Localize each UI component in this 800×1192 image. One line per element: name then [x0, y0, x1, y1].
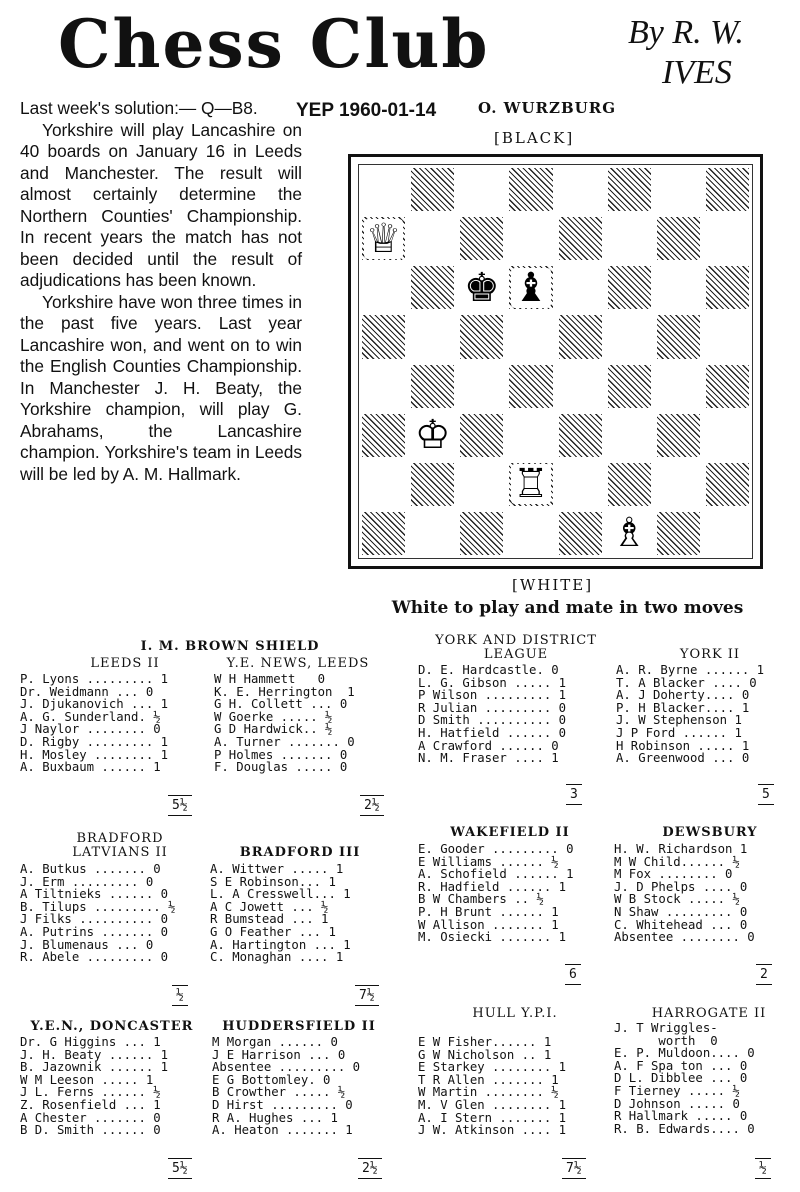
player-row: B Crowther ..... ½ [212, 1085, 346, 1100]
player-row: M Fox ........ 0 [614, 867, 733, 882]
square-a7 [359, 214, 408, 263]
player-row: L. A Cresswell... 1 [210, 887, 351, 902]
player-row: A. Buxbaum ...... 1 [20, 760, 161, 775]
square-f5 [605, 312, 654, 361]
byline: By R. W. [628, 14, 744, 51]
square-c5 [457, 312, 506, 361]
player-row: A. Greenwood ... 0 [616, 751, 750, 766]
square-f4 [605, 362, 654, 411]
square-d7 [506, 214, 555, 263]
player-row: D. Rigby ......... 1 [20, 734, 169, 749]
player-row: J. Djukanovich ... 1 [20, 697, 169, 712]
player-row: C. Whitehead ... 0 [614, 917, 748, 932]
square-a1 [359, 509, 408, 558]
square-f3 [605, 411, 654, 460]
player-row: W Allison ....... 1 [418, 917, 559, 932]
square-d1 [506, 509, 555, 558]
player-row: E Williams ...... ½ [418, 854, 559, 869]
square-c3 [457, 411, 506, 460]
player-row: R Julian ......... 0 [418, 700, 567, 715]
player-row: E W Fisher...... 1 [418, 1035, 552, 1049]
black-bishop-icon: ♝ [513, 264, 549, 311]
team-b-list [212, 1036, 360, 1137]
player-row: A. Hartington ... 1 [210, 937, 351, 952]
player-row: Absentee ........ 0 [614, 930, 755, 945]
team-b-name: HUDDERSFIELD II [222, 1019, 376, 1034]
player-row: worth 0 [614, 1033, 718, 1048]
team-b-name: DEWSBURY [662, 825, 758, 840]
player-row: J Naylor ........ 0 [20, 722, 161, 737]
date-stamp: YEP 1960-01-14 [296, 100, 437, 121]
square-g6 [654, 263, 703, 312]
square-b5 [408, 312, 457, 361]
total-a: 6 [565, 964, 581, 985]
square-d8 [506, 165, 555, 214]
player-row: A Tiltnieks ...... 0 [20, 887, 169, 902]
team-a-name: WAKEFIELD II [450, 825, 570, 840]
team-a-list [20, 863, 175, 964]
square-a3 [359, 411, 408, 460]
square-c1 [457, 509, 506, 558]
square-h6 [703, 263, 752, 312]
total-b: ½ [755, 1158, 771, 1179]
player-row: N. M. Fraser .... 1 [418, 751, 559, 766]
player-row: A C Jowett ... ½ [210, 899, 329, 914]
player-row: W M Leeson ..... 1 [20, 1072, 154, 1087]
square-h3 [703, 411, 752, 460]
square-e5 [556, 312, 605, 361]
table-heading: I. M. BROWN SHIELD [140, 639, 320, 654]
white-bishop-icon: ♗ [611, 510, 648, 557]
player-row: J E Harrison ... 0 [212, 1047, 346, 1062]
player-row: J Filks .......... 0 [20, 912, 169, 927]
player-row: M W Child...... ½ [614, 854, 740, 869]
total-b: 7½ [355, 985, 379, 1006]
player-row: N Shaw ......... 0 [614, 904, 748, 919]
team-b-list [210, 863, 351, 964]
square-g8 [654, 165, 703, 214]
player-row: M. Osiecki ....... 1 [418, 930, 567, 945]
square-a2 [359, 460, 408, 509]
player-row: P Holmes ....... 0 [214, 747, 348, 762]
total-a: 5½ [168, 795, 192, 816]
article-paragraph: Yorkshire have won three times in the past five years. Last year Lancashire won, and went on to win the English Counties Championship. In Manchester J. H. Beaty, the Yorkshire champion, will play G. Abrahams, the Lancashire champion. Yorkshire's team in Leeds will be led by A. M. Hallmark. [20, 291, 302, 484]
square-h7 [703, 214, 752, 263]
player-row: A. F Spa ton ... 0 [614, 1058, 748, 1073]
team-a-list [418, 664, 566, 765]
player-row: D. E. Hardcastle. 0 [418, 663, 559, 677]
white-queen-icon: ♕ [365, 215, 402, 262]
player-row: Dr. Weidmann ... 0 [20, 684, 154, 699]
player-row: Absentee ......... 0 [212, 1060, 361, 1075]
player-row: B. Jazownik ...... 1 [20, 1060, 169, 1075]
board-grid [358, 164, 753, 559]
player-row: M Morgan ...... 0 [212, 1035, 338, 1049]
player-row: A. Heaton ....... 1 [212, 1123, 353, 1138]
black-king-icon: ♚ [463, 264, 500, 311]
square-e8 [556, 165, 605, 214]
square-b1 [408, 509, 457, 558]
player-row: R Hallmark ..... 0 [614, 1109, 748, 1124]
total-b: 2½ [358, 1158, 382, 1179]
player-row: P. H Brunt ...... 1 [418, 904, 559, 919]
player-row: H. W. Richardson 1 [614, 842, 748, 856]
square-e3 [556, 411, 605, 460]
square-h1 [703, 509, 752, 558]
last-week-solution: Last week's solution:— Q—B8. [20, 98, 258, 118]
player-row: B D. Smith ...... 0 [20, 1123, 161, 1138]
player-row: M. V Glen ........ 1 [418, 1097, 567, 1112]
player-row: R. Hadfield ...... 1 [418, 879, 567, 894]
total-a: 3 [566, 784, 582, 805]
byline-name: IVES [662, 54, 732, 91]
square-c4 [457, 362, 506, 411]
player-row: R A. Hughes ... 1 [212, 1110, 338, 1125]
player-row: W Goerke ..... ½ [214, 709, 333, 724]
player-row: E G Bottomley. 0 [212, 1072, 331, 1087]
player-row: A. Turner ....... 0 [214, 734, 355, 749]
team-b-name: HARROGATE II [651, 1006, 767, 1021]
square-a4 [359, 362, 408, 411]
player-row: D Smith .......... 0 [418, 713, 567, 728]
team-b-list [614, 1022, 755, 1135]
square-e6 [556, 263, 605, 312]
player-row: E. P. Muldoon.... 0 [614, 1046, 755, 1061]
square-h2 [703, 460, 752, 509]
player-row: F. Douglas ..... 0 [214, 760, 348, 775]
player-row: G O Feather ... 1 [210, 924, 336, 939]
square-g3 [654, 411, 703, 460]
player-row: A. Putrins ....... 0 [20, 924, 169, 939]
player-row: H. Mosley ........ 1 [20, 747, 169, 762]
square-g7 [654, 214, 703, 263]
total-a: 5½ [168, 1158, 192, 1179]
player-row: R. B. Edwards.... 0 [614, 1121, 755, 1136]
square-b7 [408, 214, 457, 263]
player-row: G D Hardwick.. ½ [214, 722, 333, 737]
player-row: J. D Phelps .... 0 [614, 879, 748, 894]
player-row: A. Wittwer ..... 1 [210, 862, 344, 876]
player-row: H. Hatfield ...... 0 [418, 725, 567, 740]
square-e1 [556, 509, 605, 558]
square-c2 [457, 460, 506, 509]
square-e7 [556, 214, 605, 263]
square-a8 [359, 165, 408, 214]
player-row: P. Lyons ......... 1 [20, 672, 169, 686]
problem-caption: White to play and mate in two moves [391, 598, 744, 618]
player-row: A. J Doherty.... 0 [616, 688, 750, 703]
team-a-name: BRADFORD LATVIANS II [72, 831, 168, 860]
article-paragraph: Yorkshire will play Lancashire on 40 boards on January 16 in Leeds and Manchester. The result will almost certainly determine the Northern Counties' Championship. In recent years the match has not been decided until the result of adjudications has been known. [20, 119, 302, 290]
player-row: B W Chambers .. ½ [418, 892, 544, 907]
player-row: A. Schofield ...... 1 [418, 867, 574, 882]
square-a6 [359, 263, 408, 312]
square-f7 [605, 214, 654, 263]
square-c7 [457, 214, 506, 263]
square-h4 [703, 362, 752, 411]
total-b: 5 [758, 784, 774, 805]
team-a-list [418, 1036, 566, 1137]
square-b8 [408, 165, 457, 214]
square-b4 [408, 362, 457, 411]
square-f2 [605, 460, 654, 509]
team-a-name: LEEDS II [90, 656, 160, 671]
square-e2 [556, 460, 605, 509]
square-g5 [654, 312, 703, 361]
square-b2 [408, 460, 457, 509]
square-c6 [457, 263, 506, 312]
player-row: E Starkey ........ 1 [418, 1060, 567, 1075]
square-f6 [605, 263, 654, 312]
player-row: Dr. G Higgins ... 1 [20, 1035, 161, 1049]
player-row: H Robinson ..... 1 [616, 738, 750, 753]
player-row: S E Robinson... 1 [210, 874, 336, 889]
player-row: Z. Rosenfield ... 1 [20, 1097, 161, 1112]
total-b: 2 [756, 964, 772, 985]
player-row: R Bumstead ... 1 [210, 912, 329, 927]
player-row: D L. Dibblee ... 0 [614, 1071, 748, 1086]
team-a-list [20, 1036, 168, 1137]
total-b: 2½ [360, 795, 384, 816]
white-rook-icon: ♖ [513, 461, 549, 508]
team-a-name: HULL Y.P.I. [472, 1006, 558, 1021]
player-row: C. Monaghan .... 1 [210, 950, 344, 965]
square-d3 [506, 411, 555, 460]
player-row: W H Hammett 0 [214, 672, 326, 686]
player-row: J. Erm ......... 0 [20, 874, 154, 889]
square-c8 [457, 165, 506, 214]
player-row: W B Stock ..... ½ [614, 892, 740, 907]
player-row: T. A Blacker .... 0 [616, 675, 757, 690]
square-f1 [605, 509, 654, 558]
player-row: F Tierney ..... ½ [614, 1083, 740, 1098]
player-row: K. E. Herrington 1 [214, 684, 355, 699]
square-d2 [506, 460, 555, 509]
player-row: D Hirst ......... 0 [212, 1097, 353, 1112]
square-b6 [408, 263, 457, 312]
team-a-list [20, 673, 168, 774]
square-h5 [703, 312, 752, 361]
team-a-list [418, 843, 573, 944]
team-b-name: BRADFORD III [239, 845, 361, 860]
table-heading: YORK AND DISTRICT LEAGUE [435, 633, 597, 662]
team-a-name: Y.E.N., DONCASTER [30, 1019, 194, 1034]
team-b-name: YORK II [679, 647, 741, 662]
player-row: A. Butkus ....... 0 [20, 862, 161, 876]
square-g4 [654, 362, 703, 411]
problem-composer: O. WURZBURG [478, 99, 617, 117]
player-row: J. Blumenaus ... 0 [20, 937, 154, 952]
page-title: Chess Club [58, 5, 490, 83]
black-label: [BLACK] [494, 129, 575, 147]
player-row: E. Gooder ......... 0 [418, 842, 574, 856]
team-b-list [214, 673, 355, 774]
player-row: L. G. Gibson ..... 1 [418, 675, 567, 690]
player-row: A Chester ....... 0 [20, 1110, 161, 1125]
player-row: J W. Atkinson .... 1 [418, 1123, 567, 1138]
square-e4 [556, 362, 605, 411]
player-row: G H. Collett ... 0 [214, 697, 348, 712]
square-b3 [408, 411, 457, 460]
player-row: J. H. Beaty ...... 1 [20, 1047, 169, 1062]
player-row: A. I Stern ....... 1 [418, 1110, 567, 1125]
square-g1 [654, 509, 703, 558]
square-d6 [506, 263, 555, 312]
square-a5 [359, 312, 408, 361]
square-d5 [506, 312, 555, 361]
player-row: J. T Wriggles- [614, 1021, 718, 1035]
player-row: R. Abele ......... 0 [20, 950, 169, 965]
team-b-list [614, 843, 755, 944]
player-row: D Johnson ..... 0 [614, 1096, 740, 1111]
player-row: P. H Blacker.... 1 [616, 700, 750, 715]
player-row: W Martin ........ ½ [418, 1085, 559, 1100]
player-row: A Crawford ...... 0 [418, 738, 559, 753]
square-f8 [605, 165, 654, 214]
player-row: J. W Stephenson 1 [616, 713, 742, 728]
player-row: A. R. Byrne ...... 1 [616, 663, 765, 677]
total-a: 7½ [562, 1158, 586, 1179]
player-row: P Wilson ......... 1 [418, 688, 567, 703]
player-row: B. Tilups ......... ½ [20, 899, 176, 914]
player-row: J P Ford ...... 1 [616, 725, 742, 740]
article [20, 98, 302, 485]
square-d4 [506, 362, 555, 411]
player-row: G W Nicholson .. 1 [418, 1047, 552, 1062]
chess-board [348, 154, 763, 569]
player-row: T R Allen ....... 1 [418, 1072, 559, 1087]
white-label: [WHITE] [512, 576, 594, 594]
total-a: ½ [172, 985, 188, 1006]
team-b-list [616, 664, 764, 765]
player-row: A. G. Sunderland. ½ [20, 709, 161, 724]
white-king-icon: ♔ [414, 412, 451, 459]
square-h8 [703, 165, 752, 214]
player-row: J L. Ferns ...... ½ [20, 1085, 161, 1100]
team-b-name: Y.E. NEWS, LEEDS [226, 656, 370, 671]
square-g2 [654, 460, 703, 509]
